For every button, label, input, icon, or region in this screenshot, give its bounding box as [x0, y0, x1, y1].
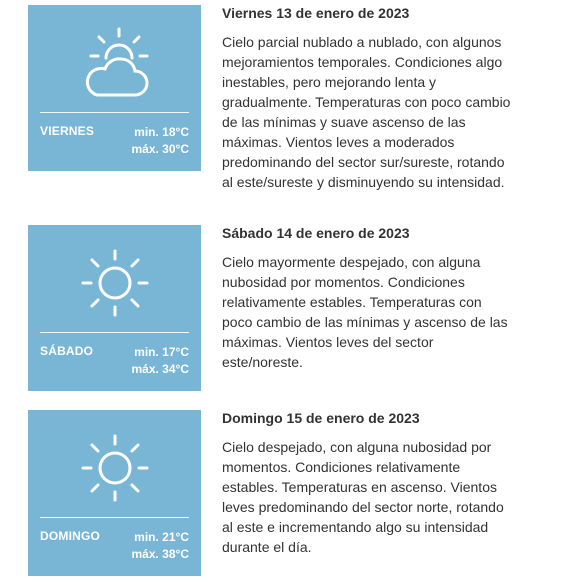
min-temperature: min. 18°C	[134, 125, 189, 139]
partly-cloudy-icon	[75, 25, 155, 101]
temperature-range	[132, 529, 190, 563]
forecast-text	[222, 5, 512, 192]
max-temperature: máx. 30°C	[131, 142, 189, 156]
temperature-range	[132, 124, 190, 158]
card-divider	[40, 112, 189, 113]
min-temperature: min. 17°C	[134, 345, 189, 359]
weather-card	[28, 410, 201, 576]
sun-icon	[75, 245, 155, 321]
forecast-description: Cielo despejado, con alguna nubosidad por momentos. Condiciones relativamente estables. Temperaturas en ascenso. Vientos leves predominando del sector norte, rotando al este e incrementando algo su intensidad durante el día.	[222, 439, 504, 555]
card-divider	[40, 517, 189, 518]
weather-card	[28, 5, 201, 171]
forecast-description: Cielo parcial nublado a nublado, con algunos mejoramientos temporales. Condiciones algo inestables, pero mejorando lenta y gradualmente. Temperaturas con poco cambio de las mínimas y suave ascenso de las máximas. Vientos leves a moderados predominando del sector sur/sureste, rotando al este/sureste y disminuyendo su intensidad.	[222, 34, 511, 190]
forecast-text	[222, 410, 512, 557]
min-temperature: min. 21°C	[134, 530, 189, 544]
max-temperature: máx. 38°C	[131, 547, 189, 561]
max-temperature: máx. 34°C	[131, 362, 189, 376]
temperature-range	[132, 344, 190, 378]
forecast-date-title: Domingo 15 de enero de 2023	[222, 410, 420, 426]
forecast-date-title: Sábado 14 de enero de 2023	[222, 225, 410, 241]
day-name: DOMINGO	[40, 529, 101, 543]
sun-icon	[75, 430, 155, 506]
forecast-date-title: Viernes 13 de enero de 2023	[222, 5, 410, 21]
forecast-description: Cielo mayormente despejado, con alguna nubosidad por momentos. Condiciones relativamente estables. Temperaturas con poco cambio de las mínimas y ascenso de las máximas. Vientos leves del sector este/noreste.	[222, 254, 508, 370]
weather-card	[28, 225, 201, 391]
day-name: VIERNES	[40, 124, 95, 138]
card-divider	[40, 332, 189, 333]
day-name: SÁBADO	[40, 344, 94, 358]
forecast-text	[222, 225, 512, 372]
